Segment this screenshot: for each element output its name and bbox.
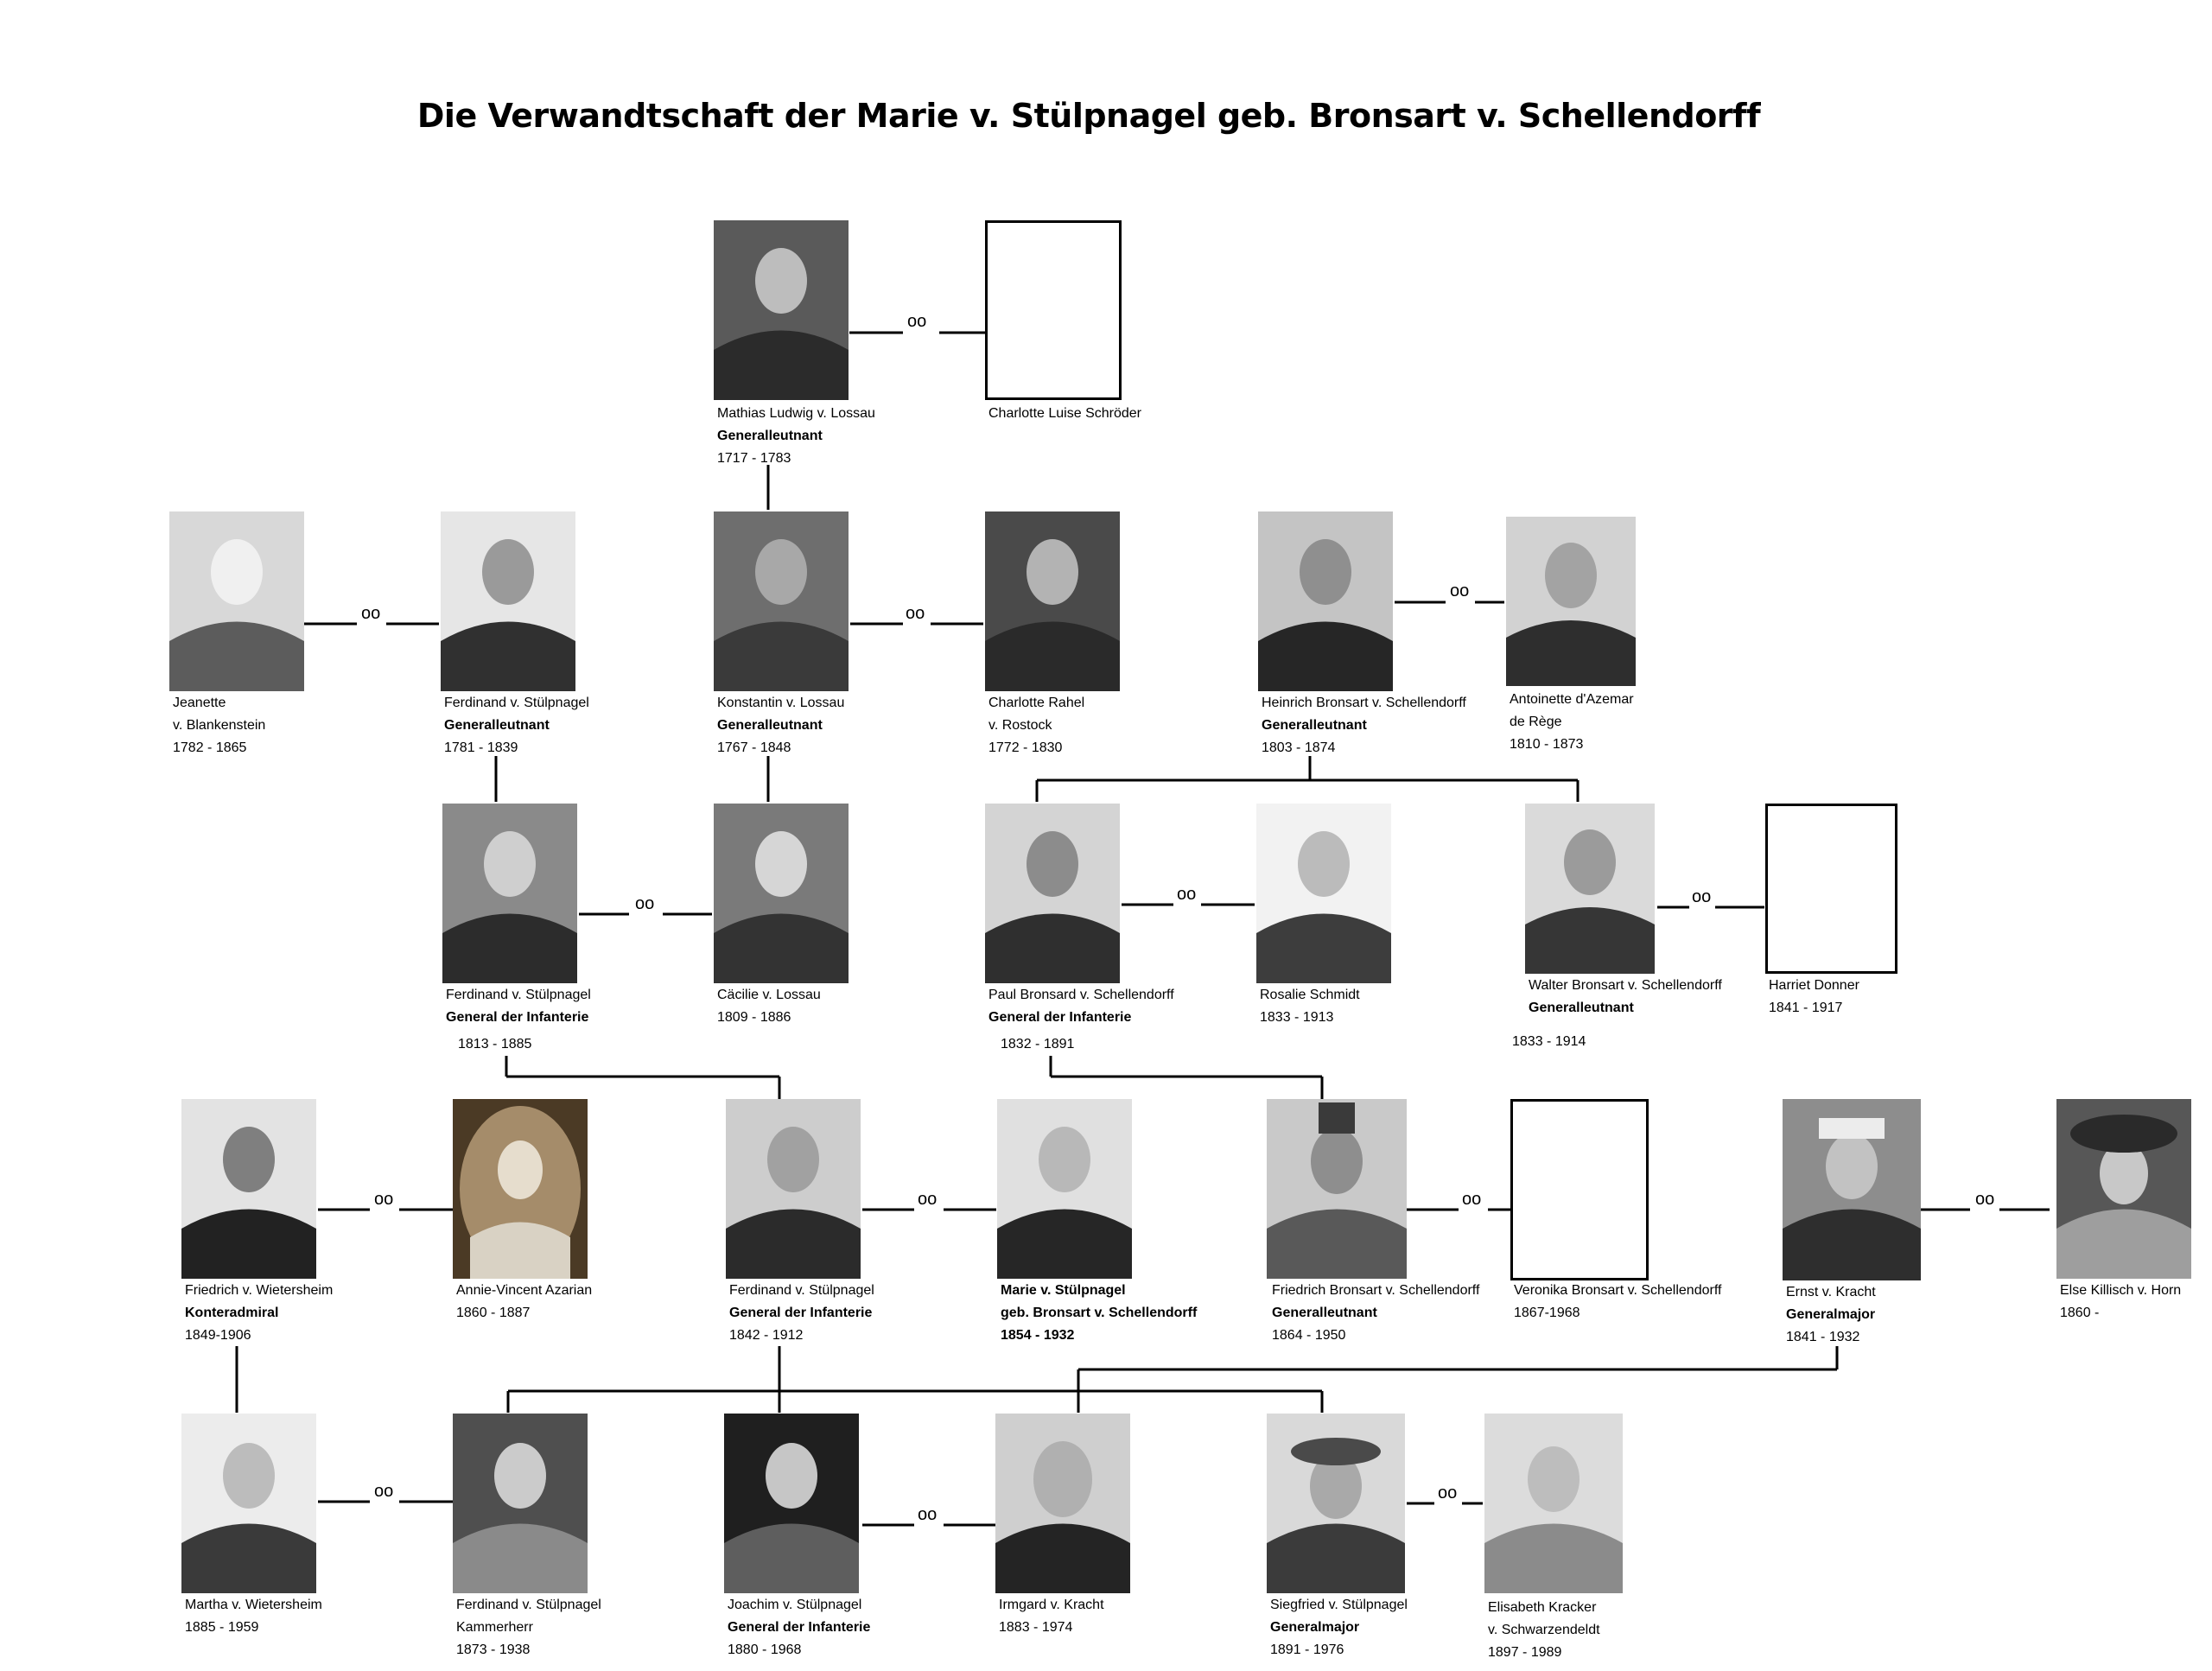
portrait-photo-irmgard	[995, 1414, 1130, 1593]
portrait-photo-ferdinand-1873	[453, 1414, 588, 1593]
person-caption-caecilie: Cäcilie v. Lossau 1809 - 1886	[717, 988, 821, 1025]
marriage-symbol: oo	[1462, 1190, 1482, 1209]
portrait-photo-siegfried	[1267, 1414, 1405, 1593]
portrait-photo-ferdinand-1813	[442, 804, 577, 983]
person-dates-walter: 1833 - 1914	[1512, 1034, 1586, 1049]
marriage-symbol: oo	[906, 604, 925, 623]
person-dates-ferdinand-1813: 1813 - 1885	[458, 1037, 532, 1052]
person-caption-martha: Martha v. Wietersheim 1885 - 1959	[185, 1598, 322, 1635]
portrait-photo-konstantin	[714, 511, 849, 691]
marriage-symbol: oo	[635, 894, 655, 913]
person-caption-marie: Marie v. Stülpnagel geb. Bronsart v. Schellendorff 1854 - 1932	[1001, 1283, 1198, 1343]
person-caption-heinrich: Heinrich Bronsart v. Schellendorff Generalleutnant 1803 - 1874	[1262, 696, 1466, 755]
person-caption-ferdinand-1842: Ferdinand v. Stülpnagel General der Infanterie 1842 - 1912	[729, 1283, 874, 1343]
portrait-placeholder-harriet	[1765, 804, 1897, 974]
person-caption-konstantin: Konstantin v. Lossau Generalleutnant 1767 - 1848	[717, 696, 845, 755]
portrait-photo-ferdinand-1781	[441, 511, 575, 691]
portrait-photo-annie	[453, 1099, 588, 1279]
portrait-photo-elisabeth	[1484, 1414, 1623, 1593]
portrait-photo-martha	[181, 1414, 316, 1593]
person-caption-antoinette: Antoinette d'Azemar de Rège 1810 - 1873	[1510, 692, 1634, 752]
portrait-photo-heinrich	[1258, 511, 1393, 691]
marriage-symbol: oo	[907, 312, 927, 331]
person-caption-elisabeth: Elisabeth Kracker v. Schwarzendeldt 1897 - 1989	[1488, 1600, 1600, 1660]
portrait-photo-charlotte-rahel	[985, 511, 1120, 691]
person-caption-irmgard: Irmgard v. Kracht 1883 - 1974	[999, 1598, 1104, 1635]
person-caption-mathias: Mathias Ludwig v. Lossau Generalleutnant 1717 - 1783	[717, 406, 875, 466]
person-caption-friedrich-bronsart: Friedrich Bronsart v. Schellendorff Generalleutnant 1864 - 1950	[1272, 1283, 1480, 1343]
portrait-photo-ferdinand-1842	[726, 1099, 861, 1279]
portrait-photo-mathias	[714, 220, 849, 400]
person-caption-ferdinand-1781: Ferdinand v. Stülpnagel Generalleutnant 1781 - 1839	[444, 696, 589, 755]
marriage-symbol: oo	[374, 1190, 394, 1209]
portrait-photo-antoinette	[1506, 517, 1636, 686]
person-caption-charlotte-schroeder: Charlotte Luise Schröder	[988, 406, 1141, 421]
portrait-photo-friedrich-bronsart	[1267, 1099, 1407, 1279]
marriage-symbol: oo	[1692, 887, 1712, 906]
person-caption-ernst: Ernst v. Kracht Generalmajor 1841 - 1932	[1786, 1285, 1876, 1344]
marriage-symbol: oo	[918, 1190, 938, 1209]
person-caption-jeanette: Jeanette v. Blankenstein 1782 - 1865	[173, 696, 266, 755]
marriage-symbol: oo	[1975, 1190, 1995, 1209]
person-caption-ferdinand-1813: Ferdinand v. Stülpnagel General der Infanterie	[446, 988, 591, 1025]
portrait-placeholder-charlotte-schroeder	[985, 220, 1122, 400]
person-dates-paul: 1832 - 1891	[1001, 1037, 1075, 1052]
marriage-symbol: oo	[361, 604, 381, 623]
person-caption-veronika: Veronika Bronsart v. Schellendorff 1867-1968	[1514, 1283, 1722, 1320]
person-caption-walter: Walter Bronsart v. Schellendorff Generalleutnant	[1529, 978, 1722, 1015]
person-caption-annie: Annie-Vincent Azarian 1860 - 1887	[456, 1283, 593, 1320]
portrait-photo-ernst	[1783, 1099, 1921, 1280]
marriage-symbol: oo	[918, 1505, 938, 1524]
marriage-symbol: oo	[1177, 885, 1197, 904]
person-caption-ferdinand-1873: Ferdinand v. Stülpnagel Kammerherr 1873 - 1938	[456, 1598, 601, 1657]
marriage-symbol: oo	[1438, 1484, 1458, 1503]
marriage-symbol: oo	[374, 1482, 394, 1501]
person-caption-else: Else Killisch v. Horn 1860 -	[2060, 1283, 2182, 1320]
portrait-photo-friedrich-wietersheim	[181, 1099, 316, 1279]
person-caption-harriet: Harriet Donner 1841 - 1917	[1769, 978, 1859, 1015]
person-caption-friedrich-wietersheim: Friedrich v. Wietersheim Konteradmiral 1849-1906	[185, 1283, 334, 1343]
person-caption-charlotte-rahel: Charlotte Rahel v. Rostock 1772 - 1830	[988, 696, 1085, 755]
person-caption-rosalie: Rosalie Schmidt 1833 - 1913	[1260, 988, 1360, 1025]
page-title: Die Verwandtschaft der Marie v. Stülpnagel geb. Bronsart v. Schellendorff	[416, 97, 1761, 135]
portrait-photo-caecilie	[714, 804, 849, 983]
portrait-photo-rosalie	[1256, 804, 1391, 983]
portrait-photo-paul	[985, 804, 1120, 983]
portrait-photo-else	[2056, 1099, 2191, 1279]
portrait-photo-jeanette	[169, 511, 304, 691]
portrait-photo-walter	[1525, 804, 1655, 974]
portrait-photo-joachim	[724, 1414, 859, 1593]
person-caption-joachim: Joachim v. Stülpnagel General der Infanterie 1880 - 1968	[728, 1598, 871, 1657]
marriage-symbol: oo	[1450, 581, 1470, 600]
portrait-photo-marie	[997, 1099, 1132, 1279]
portrait-placeholder-veronika	[1510, 1099, 1649, 1280]
person-caption-paul: Paul Bronsard v. Schellendorff General der Infanterie	[988, 988, 1174, 1025]
person-caption-siegfried: Siegfried v. Stülpnagel Generalmajor 1891 - 1976	[1270, 1598, 1408, 1657]
